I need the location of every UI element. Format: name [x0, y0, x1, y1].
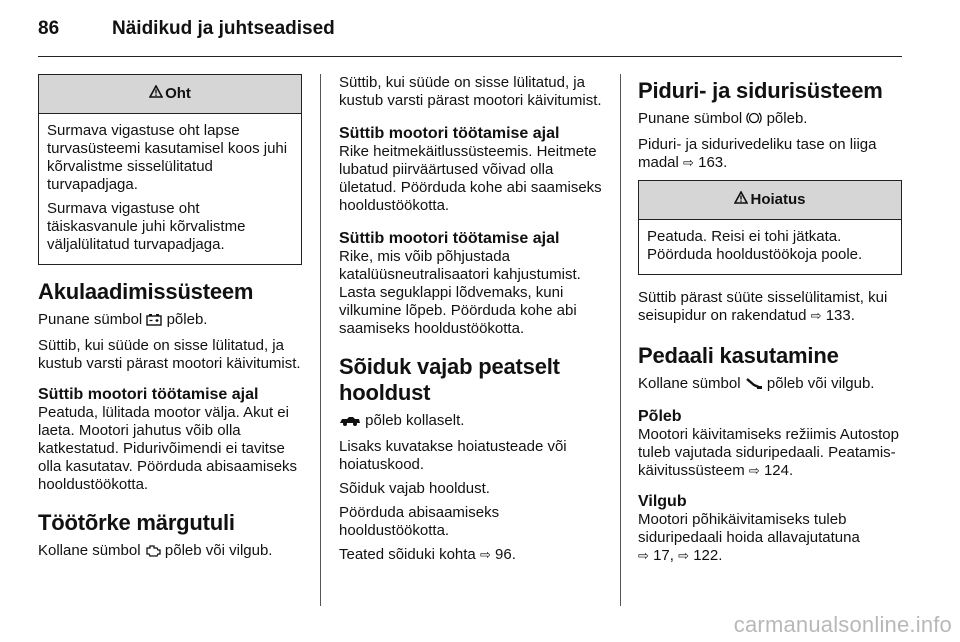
heading-charging-system: Akulaadimissüsteem: [38, 279, 254, 304]
service-symbol-text: põleb kollaselt.: [339, 412, 605, 432]
heading-pedal-use: Pedaali kasutamine: [638, 343, 839, 368]
sub-heading-engine-running-1: Süttib mootori töötamise ajal: [339, 125, 560, 142]
charging-symbol-text: Punane sümbol põleb.: [38, 311, 302, 331]
clutch-pedal-icon: [745, 377, 763, 395]
charging-text-2: Süttib, kui süüde on sisse lülitatud, ja kustub varsti pärast mootori käivitumist.: [38, 337, 301, 372]
malfunction-symbol-text: Kollane sümbol põleb või vilgub.: [38, 542, 302, 562]
watermark: carmanualsonline.info: [733, 612, 952, 637]
col2-text-3: Rike, mis võib põhjustada katalüüsneutralisaatori kahjustumist. Lasta seguklappi lõdvemaks, kuni vilkumine lõpeb. Pöörduda kohe abi saamiseks hooldustöökotta.: [339, 248, 581, 337]
col2-text-2: Rike heitmekäitlussüsteemis. Heitmete lubatud piirväärtused võivad olla ületatud. Pöörduda kohe abi saamiseks hooldustöökotta.: [339, 143, 602, 214]
heading-malfunction-lamp: Töötõrke märgutuli: [38, 510, 235, 535]
sub-heading-lit: Põleb: [638, 408, 682, 425]
column-3: [638, 74, 902, 571]
heading-brake-clutch: Piduri- ja sidurisüsteem: [638, 78, 883, 103]
reference-arrow-icon: ⇨: [678, 548, 690, 563]
danger-box-header: [39, 75, 301, 114]
column-2: [339, 74, 605, 570]
danger-text-2: Surmava vigastuse oht täiskasvanule juhi kõrvalistme väljalülitatud turvapadjaga.: [47, 200, 246, 253]
sub-heading-flashing: Vilgub: [638, 493, 687, 510]
brake-symbol-text: Punane sümbol põleb.: [638, 110, 902, 130]
reference-arrow-icon: ⇨: [810, 308, 822, 323]
page-header: [38, 18, 335, 40]
column-divider: [620, 74, 621, 606]
header-rule: [38, 56, 902, 57]
sub-heading-engine-running-2: Süttib mootori töötamise ajal: [339, 230, 560, 247]
brake-text-3: Süttib pärast süüte sisselülitamist, kui seisupidur on rakendatud ⇨ 133.: [638, 289, 888, 324]
reference-arrow-icon: ⇨: [638, 548, 649, 563]
reference-arrow-icon: ⇨: [479, 547, 491, 562]
pedal-flashing-text: Mootori põhikäivitamiseks tuleb siduripedaali hoida allavajutatuna ⇨ 17, ⇨ 122.: [638, 511, 860, 564]
warning-triangle-icon: [734, 181, 748, 219]
heading-service-soon: Sõiduk vajab peatselt hooldust: [339, 354, 560, 405]
page-number: 86: [38, 18, 60, 39]
warning-box-title: Hoiatus: [750, 191, 806, 208]
pedal-lit-text: Mootori käivitamiseks režiimis Autostop tuleb vajutada siduripedaali. Peatamis-käivitussüsteem ⇨ 124.: [638, 426, 899, 479]
col2-text-1: Süttib, kui süüde on sisse lülitatud, ja kustub varsti pärast mootori käivitumist.: [339, 74, 602, 109]
service-text-5: Teated sõiduki kohta ⇨ 96.: [339, 546, 516, 563]
engine-icon: [145, 544, 161, 562]
danger-text-1: Surmava vigastuse oht lapse turvasüsteemi kasutamisel koos juhi kõrvalistme sisselülitatud turvapadjaga.: [47, 122, 288, 193]
column-1: [38, 74, 302, 568]
service-text-3: Sõiduk vajab hooldust.: [339, 480, 490, 497]
section-title: Näidikud ja juhtseadised: [112, 18, 335, 39]
column-divider: [320, 74, 321, 606]
warning-box-header: [639, 181, 901, 220]
brake-icon: [746, 111, 762, 130]
danger-box-title: Oht: [165, 85, 191, 102]
brake-text-2: Piduri- ja sidurivedeliku tase on liiga madal ⇨ 163.: [638, 136, 877, 171]
reference-arrow-icon: ⇨: [683, 155, 694, 170]
charging-text-3: Peatuda, lülitada mootor välja. Akut ei laeta. Mootori jahutus võib olla katkestatud. Pidurivõimendi ei tavitse olla kasutatav. Pöörduda abisaamiseks hooldustöökotta.: [38, 404, 298, 493]
warning-box: [638, 180, 902, 275]
service-text-2: Lisaks kuvatakse hoiatusteade või hoiatuskood.: [339, 438, 567, 473]
service-text-4: Pöörduda abisaamiseks hooldustöökotta.: [339, 504, 500, 539]
sub-heading-engine-running: Süttib mootori töötamise ajal: [38, 386, 259, 403]
danger-box: [38, 74, 302, 265]
wrench-car-icon: [339, 414, 361, 432]
warning-triangle-icon: [149, 75, 163, 113]
battery-icon: [146, 313, 162, 331]
reference-arrow-icon: ⇨: [748, 463, 760, 478]
pedal-symbol-text: Kollane sümbol põleb või vilgub.: [638, 375, 902, 395]
warning-text: Peatuda. Reisi ei tohi jätkata. Pöörduda hooldustöökoja poole.: [647, 228, 863, 263]
